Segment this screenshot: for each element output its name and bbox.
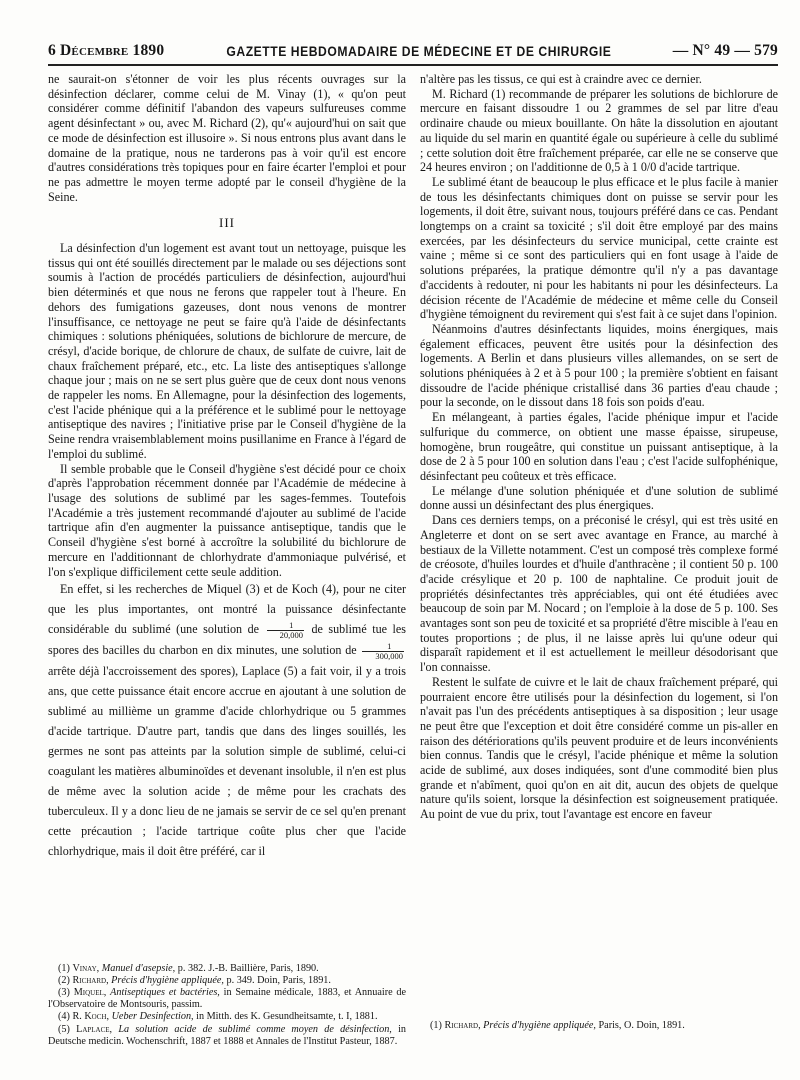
paragraph: Néanmoins d'autres désinfectants liquides, moins énergiques, mais également efficaces, peuvent être usités pour la désinfection des logements. A Berlin et dans plusieurs villes allemandes, on se sert de solutions phéniquées à 2 et à 5 pour 100 ; la première s'obtient en faisant dissoudre de l'acide phénique cristallisé dans 36 parties d'eau chaude ; pour la seconde, on le dissout dans 18 fois son poids d'eau. xyxy=(420,321,778,410)
footnote-author: Richard, xyxy=(72,974,109,986)
section-heading: III xyxy=(219,215,235,231)
footnote-author: R. Koch, xyxy=(72,1011,110,1023)
paragraph: Il semble probable que le Conseil d'hygiène s'est décidé pour ce choix d'après l'approbation récemment donnée par l'Académie de médecine à l'usage des solutions de sublimé par les sages-femmes. Toutefois l'Académie a très justement recommandé d'ajouter au sublimé de l'acide tartrique afin d'en augmenter la puissance antiseptique, tandis que le Conseil d'hygiène s'est borné à accroître la solubilité du bichlorure de mercure en l'additionnant de chlorhydrate d'ammoniaque pulvérisé, et l'on s'explique difficilement cette seule addition. xyxy=(48,461,406,579)
running-header xyxy=(48,38,778,66)
left-column xyxy=(48,72,406,1066)
fraction xyxy=(362,642,404,661)
footnote-mark: (1) xyxy=(430,1019,442,1031)
footnote-author: Laplace, xyxy=(76,1023,113,1035)
footnote xyxy=(420,1020,778,1032)
footnote-title: La solution acide de sublimé comme moyen de désinfection, xyxy=(118,1023,392,1035)
footnote-title: Antiseptiques et bactéries, xyxy=(110,986,220,998)
journal-title: GAZETTE HEBDOMADAIRE DE MÉDECINE ET DE CHIRURGIE xyxy=(226,43,612,59)
footnote-mark: (4) xyxy=(58,1011,70,1023)
paragraph: M. Richard (1) recommande de préparer les solutions de bichlorure de mercure en faisant dissoudre 1 ou 2 grammes de sel par litre d'eau ordinaire chaude ou mieux bouillante. On hâte la dissolution en ajoutant au liquide du sel marin en quantité égale ou supérieure à celle du sublimé ; cette solution doit être fraîchement préparée, car elle ne se conserve que 24 heures environ ; on l'additionne de 0,5 à 1 0/0 d'acide tartrique. xyxy=(420,86,778,175)
footnote-author: Vinay, xyxy=(72,962,100,974)
right-footnotes xyxy=(420,1014,778,1032)
paragraph-with-fractions xyxy=(48,579,406,860)
footnote-title: Ueber Desinfection, xyxy=(111,1011,194,1023)
text-segment: En effet, si les recherches de Miquel (3) et de Koch (4), pour ne citer que les plus importantes, ont montré la puissance désinfectante considérable du sublimé (une solution de xyxy=(48,582,406,637)
footnote xyxy=(48,1011,406,1023)
fraction xyxy=(267,621,304,640)
right-column xyxy=(420,72,778,1066)
issue-and-page-number: — N° 49 — 579 xyxy=(672,42,778,59)
paragraph: Le sublimé étant de beaucoup le plus efficace et le plus facile à manier de tous les désinfectants chimiques dont on puisse se servir pour les logements, il doit être, suivant nous, toujours préféré dans ce cas. Pendant longtemps on a craint sa toxicité ; s'il doit être employé par des mains exercées, par les désinfecteurs du service municipal, cette crainte est vaine ; même si ce sont des particuliers qui en font usage à l'aide de solutions préparées, la pratique démontre qu'il n'y a pas davantage d'accidents à redouter, ni pour les habitants ni pour les désinfecteurs. La décision récente de l'Académie de médecine et même celle du Conseil d'hygiène témoignent du revirement qui s'est fait à ce sujet dans l'opinion. xyxy=(420,174,778,322)
fraction-denominator: 20,000 xyxy=(279,629,303,640)
footnote-details: in Mitth. des K. Gesundheitsamte, t. I, 1881. xyxy=(196,1011,378,1023)
footnote-details: in Deutsche medicin. Wochenschrift, 1887 et 1888 et Annales de l'Institut Pasteur, 1887. xyxy=(48,1023,406,1047)
paragraph: Le mélange d'une solution phéniquée et d'une solution de sublimé donne aussi un désinfectant des plus énergiques. xyxy=(420,483,778,513)
left-footnotes xyxy=(48,957,406,1048)
paragraph: n'altère pas les tissus, ce qui est à craindre avec ce dernier. xyxy=(420,72,702,86)
paragraph: La désinfection d'un logement est avant tout un nettoyage, puisque les tissus qui ont été souillés directement par le malade ou ses déjections sont soumis à l'action de procédés particuliers de désinfection, aujourd'hui bien déterminés et que nous ne ferons que rappeler tout à l'heure. En dehors des fumigations gazeuses, dont nous venons de montrer l'insuffisance, ce nettoyage ne peut se faire qu'à l'aide de désinfectants chimiques : solutions phéniquées, solutions de bichlorure de mercure, de crésyl, d'acide borique, de chlorure de chaux, de sulfate de cuivre, lait de chaux fraîchement préparé, etc., etc. La liste des antiseptiques s'allonge chaque jour ; mais on ne se sert plus guère que de ceux dont nous venons de rappeler les noms. En Allemagne, pour la désinfection des logements, c'est l'acide phénique qui a la préférence et le sublimé pour le nettoyage antiseptique des navires ; l'initiative prise par le Conseil d'hygiène de la Seine rendra vraisemblablement moins pusillanime en France à l'égard de l'emploi du sublimé. xyxy=(48,241,406,461)
footnote xyxy=(48,975,406,987)
footnote xyxy=(48,963,406,975)
footnote-title: Précis d'hygiène appliquée, xyxy=(111,974,224,986)
footnote-author: Miquel, xyxy=(73,986,107,998)
issue-date: 6 Décembre 1890 xyxy=(48,42,165,59)
fraction-numerator: 1 xyxy=(267,621,304,631)
footnote xyxy=(48,987,406,1011)
text-segment: arrête déjà l'accroissement des spores), Laplace (5) a fait voir, il y a trois ans, que cette puissance était encore accrue en ajoutant à une solution de sublimé au millième un gramme d'acide chlorhydrique ou 5 grammes d'acide tartrique. D'autre part, tandis que dans des linges souillés, les germes ne sont pas atteints par la solution simple de sublimé, celui-ci coagulant les matières albuminoïdes et devenant insoluble, il n'en est plus de même avec la solution acide ; de même pour les crachats des tuberculeux. Il y a donc lieu de ne jamais se servir de ce sel qu'en prenant cette précaution ; l'acide tartrique coûte plus cher que l'acide chlorhydrique, mais il doit être préféré, car il xyxy=(48,663,406,858)
footnote-mark: (1) xyxy=(58,962,70,974)
paragraph: ne saurait-on s'étonner de voir les plus récents ouvrages sur la désinfection déclarer, comme celui de M. Vinay (1), « qu'on peut considérer comme définitif l'abandon des vapeurs sulfureuses comme agent désinfectant » ou, avec M. Richard (2), qu'« aujourd'hui on sait que ce mode de désinfection est illusoire ». Si nous entrons plus avant dans le domaine de la pratique, nous ne tarderons pas à voir qu'il est encore d'autres considérations très topiques pour en faire écarter l'emploi et pour ne pas admettre le moyen terme adopté par le conseil d'hygiène de la Seine. xyxy=(48,72,406,204)
footnote-title: Précis d'hygiène appliquée, xyxy=(483,1019,596,1031)
footnote-details: Paris, O. Doin, 1891. xyxy=(598,1019,685,1031)
text-columns xyxy=(48,72,778,1066)
footnote-mark: (2) xyxy=(58,974,70,986)
paragraph: Restent le sulfate de cuivre et le lait de chaux fraîchement préparé, qui pourraient encore être utilisés pour la désinfection du logement, si l'on n'avait pas l'un des précédents antiseptiques à sa disposition ; leur usage ne peut être que l'exception et doit être considéré comme un pis-aller en raison des détériorations qu'ils peuvent produire et de leurs inconvénients bien connus. Tandis que le crésyl, l'acide phénique et même la solution acide de sublimé, aux doses indiquées, sont d'une commodité bien plus grande et n'abîment, quoi qu'on en ait dit, aucun des objets de quelque nature qu'ils soient, lorsque la désinfection est soigneusement pratiquée. Au point de vue du prix, tout l'avantage est encore en faveur xyxy=(420,674,778,822)
footnote xyxy=(48,1024,406,1048)
footnote-details: p. 349. Doin, Paris, 1891. xyxy=(226,974,331,986)
footnote-details: p. 382. J.-B. Baillière, Paris, 1890. xyxy=(177,962,319,974)
text-segment: de sublimé tue les spores des bacilles du charbon en dix minutes, une solution de xyxy=(48,622,406,657)
footnote-mark: (3) xyxy=(58,986,70,998)
footnote-details: in Semaine médicale, 1883, et Annuaire de l'Observatoire de Montsouris, passim. xyxy=(48,986,407,1011)
paragraph: Dans ces derniers temps, on a préconisé le crésyl, qui est très usité en Angleterre et dont on se sert avec avantage en France, au marché à bestiaux de la Villette notamment. C'est un composé très complexe formé de créosote, d'huiles lourdes et d'huile d'anthracène ; il contient 50 p. 100 d'acide crésylique et 20 p. 100 de naphtaline. Ce produit jouit de propriétés désinfectantes très appréciables, qui ont été étudiées avec beaucoup de soin par M. Nocard ; on l'emploie à la dose de 5 p. 100. Ses avantages sont son peu de toxicité et sa propriété d'être miscible à l'eau en toutes proportions ; de plus, il ne laisse après lui qu'une odeur qui disparaît rapidement et il est actuellement le meilleur désodorisant que l'on connaisse. xyxy=(420,513,778,675)
fraction-denominator: 300,000 xyxy=(375,650,403,661)
paragraph: En mélangeant, à parties égales, l'acide phénique impur et l'acide sulfurique du commerce, on obtient une masse épaisse, sirupeuse, homogène, brun rougeâtre, qui constitue un puissant antiseptique, à la dose de 2 à 5 pour 100 en solution dans l'eau ; c'est l'acide sulfophénique, désinfectant peu coûteux et très efficace. xyxy=(420,410,778,483)
footnote-author: Richard, xyxy=(444,1019,481,1031)
fraction-numerator: 1 xyxy=(362,642,404,652)
footnote-title: Manuel d'asepsie, xyxy=(101,962,176,974)
footnote-mark: (5) xyxy=(58,1023,70,1035)
